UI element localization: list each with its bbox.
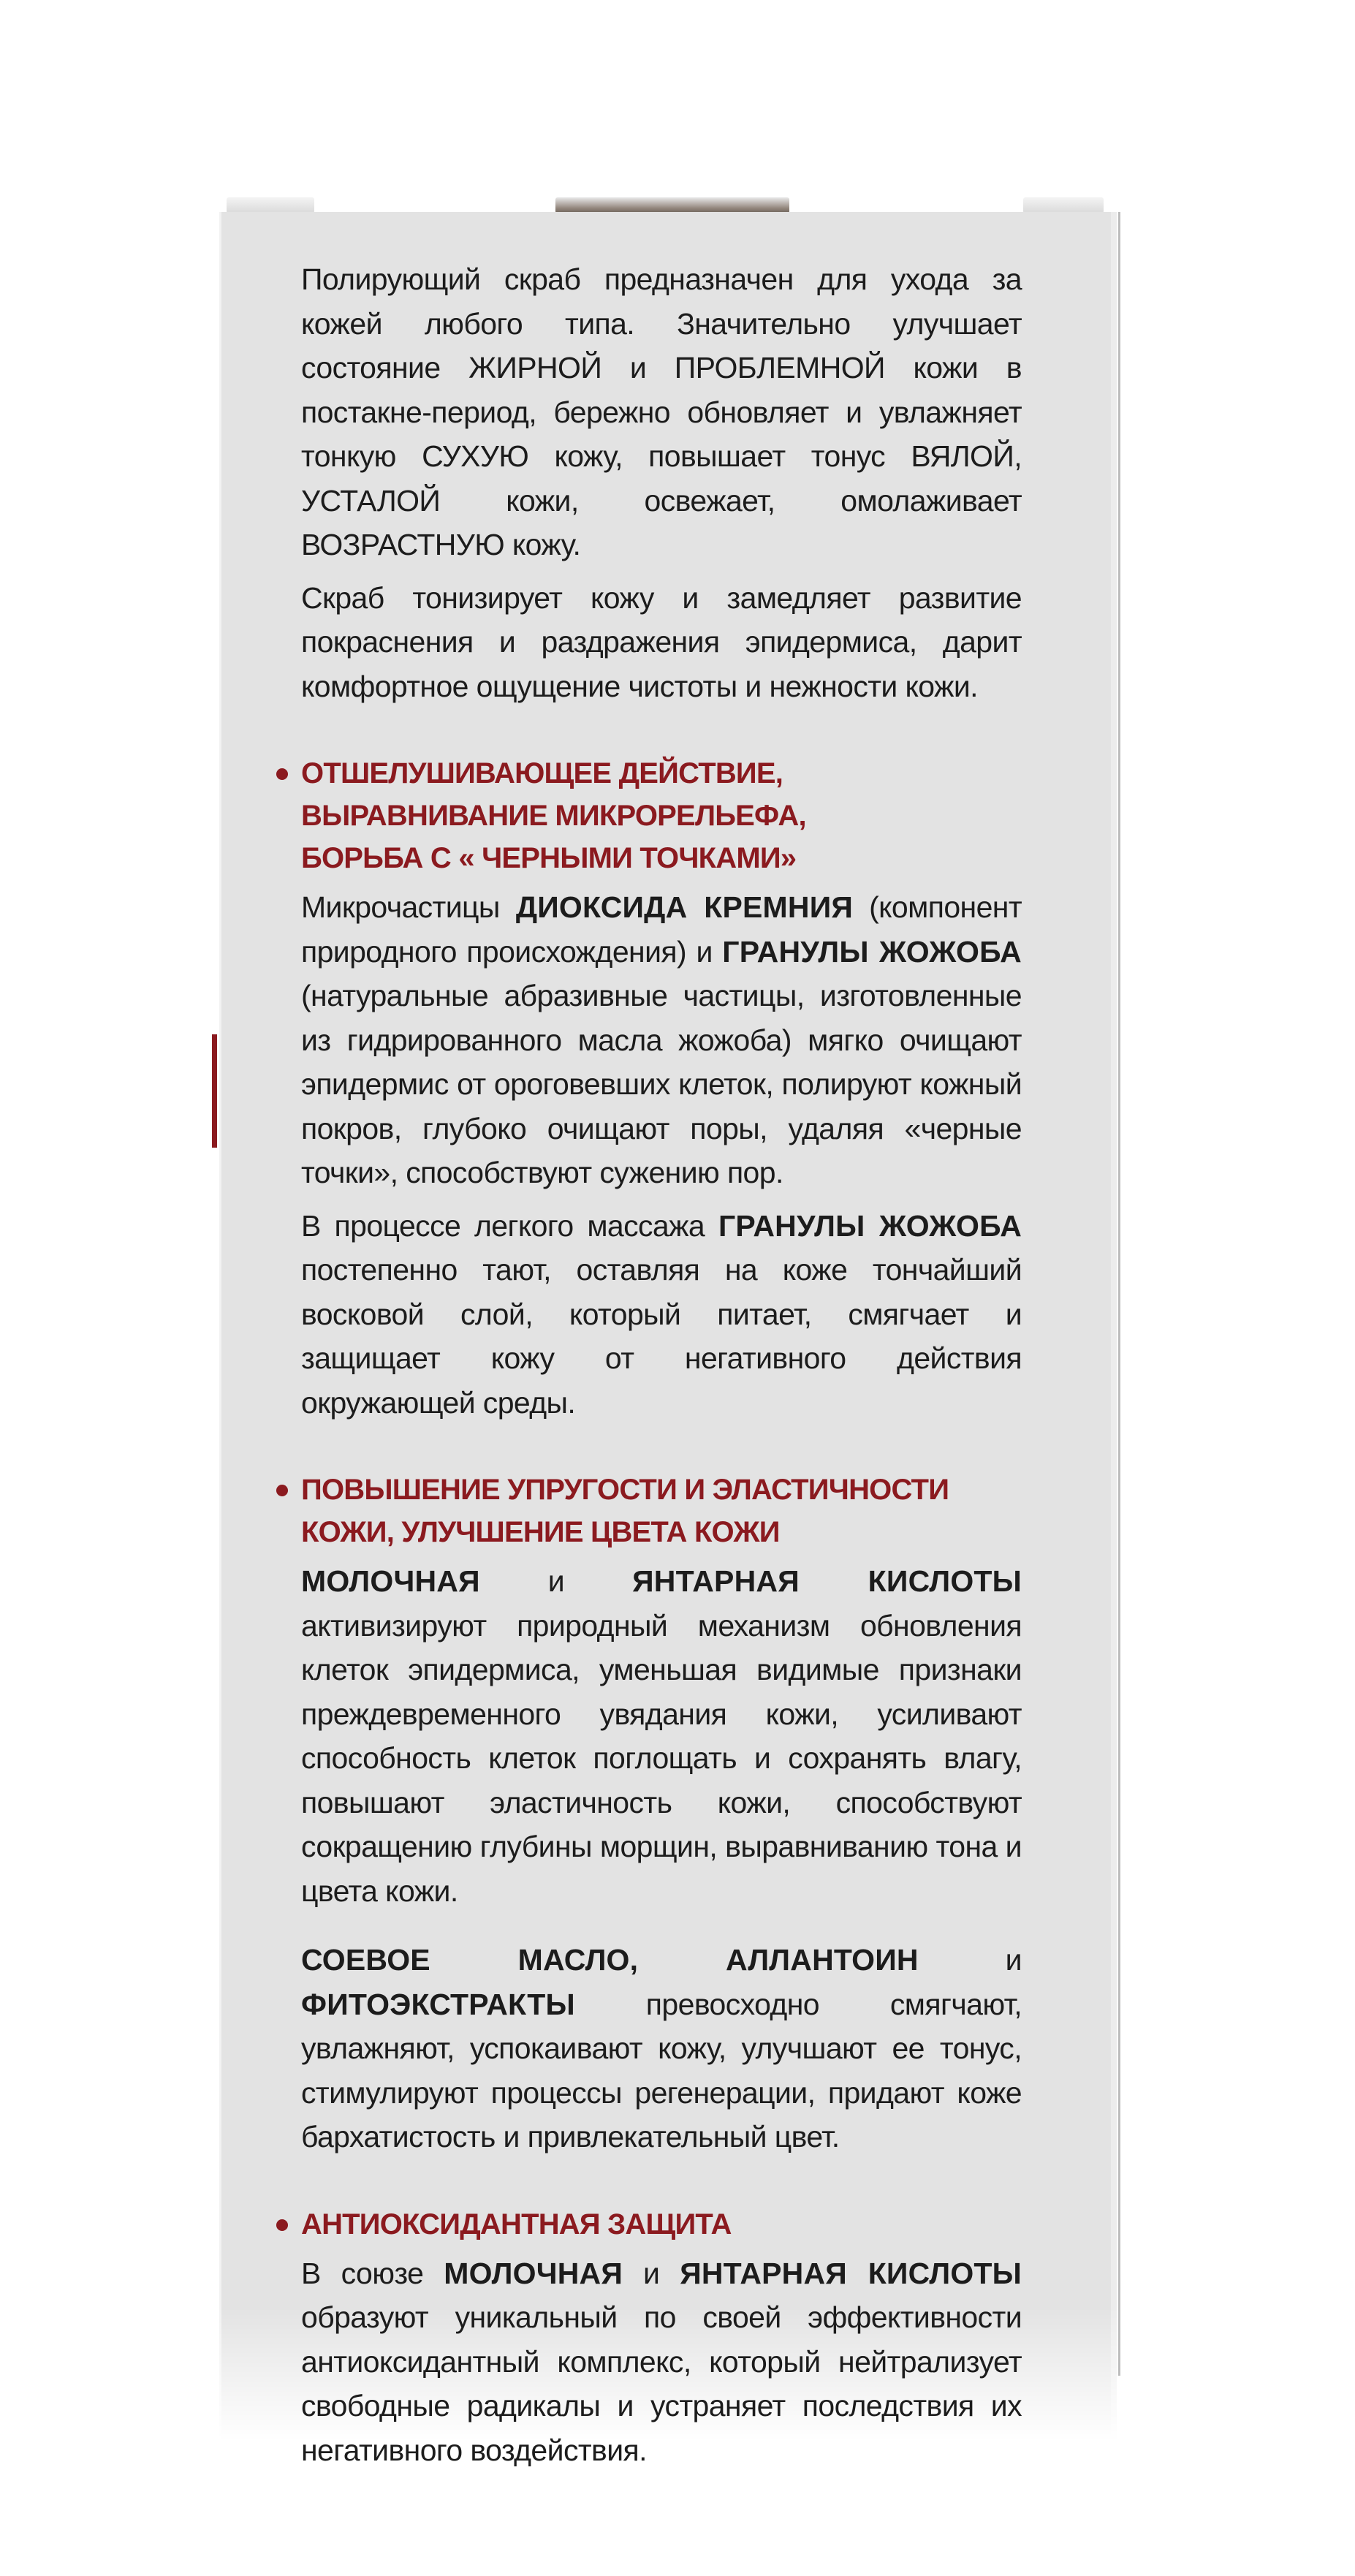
box-top-flap-left: [227, 197, 314, 213]
text-run: и: [918, 1943, 1022, 1977]
heading-line: КОЖИ, УЛУЧШЕНИЕ ЦВЕТА КОЖИ: [301, 1516, 780, 1548]
section-paragraph: [301, 1204, 1022, 1425]
text-run: (компонент природного происхождения) и: [301, 890, 1022, 969]
section-paragraph: [301, 1559, 1022, 1913]
text-run: постепенно тают, оставляя на коже тончайший восковой слой, который питает, смягчает и защищает кожу от негативного действия окружающей среды.: [301, 1253, 1022, 1420]
text-run: и: [479, 1564, 633, 1598]
section-heading: [301, 1469, 1022, 1553]
ingredient-highlight: СОЕВОЕ МАСЛО, АЛЛАНТОИН: [301, 1943, 919, 1977]
ingredient-highlight: ГРАНУЛЫ ЖОЖОБА: [718, 1208, 1022, 1243]
heading-line: АНТИОКСИДАНТНАЯ ЗАЩИТА: [301, 2208, 732, 2240]
text-run: превосходно смягчают, увлажняют, успокаивают кожу, улучшают ее тонус, стимулируют процессы регенерации, придают коже бархатистость и привлекательный цвет.: [301, 1987, 1022, 2153]
section-antioxidant: [301, 2203, 1022, 2473]
text-run: и: [623, 2256, 680, 2290]
section-heading: [301, 2203, 1022, 2246]
heading-line: ОТШЕЛУШИВАЮЩЕЕ ДЕЙСТВИЕ,: [301, 757, 783, 789]
ingredient-highlight: ЯНТАРНАЯ КИСЛОТЫ: [632, 1564, 1022, 1598]
section-exfoliation: [301, 752, 1022, 1425]
section-heading: [301, 752, 1022, 879]
text-run: В процессе легкого массажа: [301, 1208, 718, 1243]
heading-line: ВЫРАВНИВАНИЕ МИКРОРЕЛЬЕФА,: [301, 800, 806, 832]
intro-paragraph-2: Скраб тонизирует кожу и замедляет развитие покраснения и раздражения эпидермиса, дарит комфортное ощущение чистоты и нежности кожи.: [301, 580, 1022, 703]
text-run: (натуральные абразивные частицы, изготовленные из гидрированного масла жожоба) мягко очищают эпидермис от ороговевших клеток, полируют кожный покров, глубоко очищают поры, удаляя «черные точки», способствуют сужению пор.: [301, 979, 1022, 1189]
section-paragraph: [301, 1938, 1022, 2159]
heading-line: ПОВЫШЕНИЕ УПРУГОСТИ И ЭЛАСТИЧНОСТИ: [301, 1474, 949, 1506]
text-run: активизируют природный механизм обновления клеток эпидермиса, уменьшая видимые признаки преждевременного увядания кожи, усиливают способность клеток поглощать и сохранять влагу, повышают эластичность кожи, способствуют сокращению глубины морщин, выравниванию тона и цвета кожи.: [301, 1608, 1022, 1908]
ingredient-highlight: ДИОКСИДА КРЕМНИЯ: [515, 890, 854, 924]
description-text: [301, 257, 1022, 2472]
section-elasticity: [301, 1469, 1022, 2159]
box-top-flap-right: [1023, 197, 1104, 213]
intro-paragraph-1: Полирующий скраб предназначен для ухода за кожей любого типа. Значительно улучшает состояние ЖИРНОЙ и ПРОБЛЕМНОЙ кожи в постакне-период, бережно обновляет и увлажняет тонкую СУХУЮ кожу, повышает тонус ВЯЛОЙ, УСТАЛОЙ кожи, освежает, омолаживает ВОЗРАСТНУЮ кожу.: [301, 262, 1022, 561]
ingredient-highlight: ЯНТАРНАЯ КИСЛОТЫ: [680, 2256, 1022, 2290]
ingredient-highlight: МОЛОЧНАЯ: [301, 1564, 480, 1598]
heading-line: БОРЬБА С « ЧЕРНЫМИ ТОЧКАМИ»: [301, 842, 797, 874]
section-paragraph: [301, 2251, 1022, 2473]
accent-strip: [212, 1034, 217, 1148]
box-fold-edge: [1118, 212, 1120, 2376]
bullet-icon: [276, 2219, 288, 2231]
text-run: образуют уникальный по своей эффективности антиоксидантный комплекс, который нейтрализует свободные радикалы и устраняет последствия их негативного воздействия.: [301, 2300, 1022, 2467]
bullet-icon: [276, 1485, 288, 1496]
text-run: В союзе: [301, 2256, 444, 2290]
ingredient-highlight: ГРАНУЛЫ ЖОЖОБА: [722, 934, 1022, 969]
box-top-flap-center: [555, 197, 789, 213]
text-run: Микрочастицы: [301, 890, 516, 924]
ingredient-highlight: ФИТОЭКСТРАКТЫ: [301, 1987, 575, 2021]
section-paragraph: [301, 885, 1022, 1195]
bullet-icon: [276, 768, 288, 780]
ingredient-highlight: МОЛОЧНАЯ: [444, 2256, 623, 2290]
